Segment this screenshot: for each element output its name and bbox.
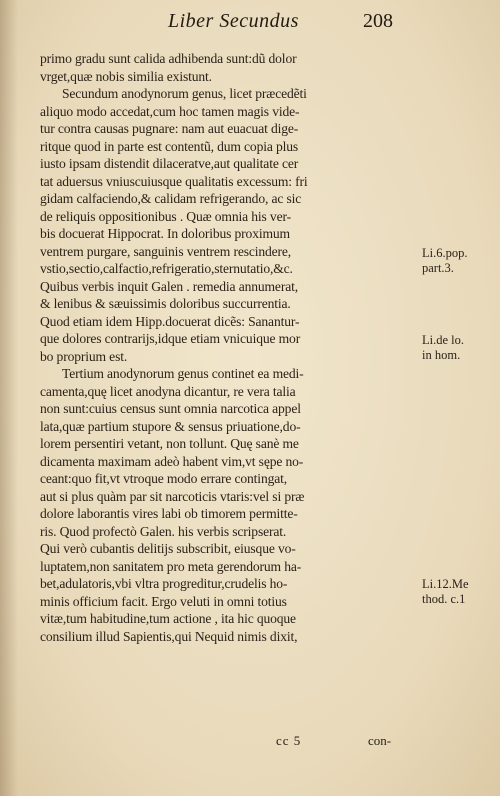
text-line: ceant:quo fit,vt vtroque modo errare contingat, <box>40 471 287 486</box>
text-line: vitæ,tum habitudine,tum actione , ita hic quoque <box>40 611 296 626</box>
text-line: Secundum anodynorum genus, licet præcedẽti <box>62 86 307 101</box>
text-line: vstio,sectio,calfactio,refrigeratio,sternutatio,&c. <box>40 261 293 276</box>
text-line: iusto ipsam distendit dilaceratve,aut qualitate cer <box>40 156 299 171</box>
main-text-block <box>40 50 420 645</box>
margin-note-line: Li.6.pop. <box>422 246 468 260</box>
text-line: bo proprium est. <box>40 348 128 364</box>
text-line: aliquo modo accedat,cum hoc tamen magis vide- <box>40 103 300 119</box>
page-header <box>0 6 500 36</box>
text-line: non sunt:cuius census sunt omnia narcotica appel <box>40 401 301 416</box>
text-line: primo gradu sunt calida adhibenda sunt:dũ dolor <box>40 51 297 66</box>
text-line: ritque quod in parte est contentũ, dum copia plus <box>40 138 299 154</box>
text-line: Quibus verbis inquit Galen . remedia annumerat, <box>40 278 298 294</box>
text-line: tat aduersus vniuscuiusque qualitatis excessum: fri <box>40 173 308 189</box>
text-line: tur contra causas pugnare: nam aut euacuat dige- <box>40 121 299 136</box>
text-line: & lenibus & sæuissimis doloribus succurrentia. <box>40 296 291 311</box>
text-line: ventrem purgare, sanguinis ventrem rescindere, <box>40 243 292 259</box>
margin-note-line: part.3. <box>422 261 454 275</box>
text-line: dicamenta maximam adeò habent vim,vt sępe no- <box>40 453 304 469</box>
text-line: bis docuerat Hippocrat. In doloribus proximum <box>40 226 290 241</box>
margin-note-reference <box>422 333 496 363</box>
text-line: lata,quæ partium stupore & sensus priuatione,do- <box>40 418 301 434</box>
text-line: que dolores contrarijs,idque etiam vnicuique mor <box>40 331 301 346</box>
catchword: con- <box>368 733 392 748</box>
text-line: Tertium anodynorum genus continet ea medi- <box>62 366 304 381</box>
text-line: consilium illud Sapientis,qui Nequid nimis dixit, <box>40 628 298 644</box>
margin-note-reference <box>422 577 496 607</box>
margin-note-reference <box>422 246 496 276</box>
signature-mark: cc 5 <box>276 733 302 748</box>
text-line: lorem persentiri vetant, non tollunt. Quę sanè me <box>40 436 299 451</box>
text-line: Quod etiam idem Hipp.docuerat dicẽs: Sanantur- <box>40 313 300 329</box>
margin-note-line: Li.12.Me <box>422 577 469 591</box>
text-line: de reliquis oppositionibus . Quæ omnia his ver- <box>40 208 291 224</box>
running-title: Liber Secundus <box>168 10 299 32</box>
text-line: camenta,quę licet anodyna dicantur, re vera talia <box>40 383 296 399</box>
text-line: vrget,quæ nobis similia existunt. <box>40 68 212 84</box>
text-line: ris. Quod profectò Galen. his verbis scripserat. <box>40 523 287 539</box>
text-line: luptatem,non sanitatem pro meta gerendorum ha- <box>40 558 302 574</box>
margin-note-line: in hom. <box>422 348 461 362</box>
text-line: aut si plus quàm par sit narcoticis vtaris:vel si præ <box>40 488 305 504</box>
page-number: 208 <box>363 10 393 32</box>
gutter-shadow <box>0 0 18 796</box>
margin-note-line: Li.de lo. <box>422 333 465 347</box>
margin-note-line: thod. c.1 <box>422 592 466 606</box>
text-line: gidam calfaciendo,& calidam refrigerando, ac sic <box>40 191 302 206</box>
page-footer <box>40 733 420 753</box>
text-line: bet,adulatoris,vbi vltra progreditur,crudelis ho- <box>40 576 288 591</box>
text-line: Qui verò cubantis delitijs subscribit, eiusque vo- <box>40 541 296 556</box>
text-line: dolore laborantis vires labi ob timorem permitte- <box>40 506 298 521</box>
text-line: minis officium facit. Ergo veluti in omni totius <box>40 593 287 609</box>
